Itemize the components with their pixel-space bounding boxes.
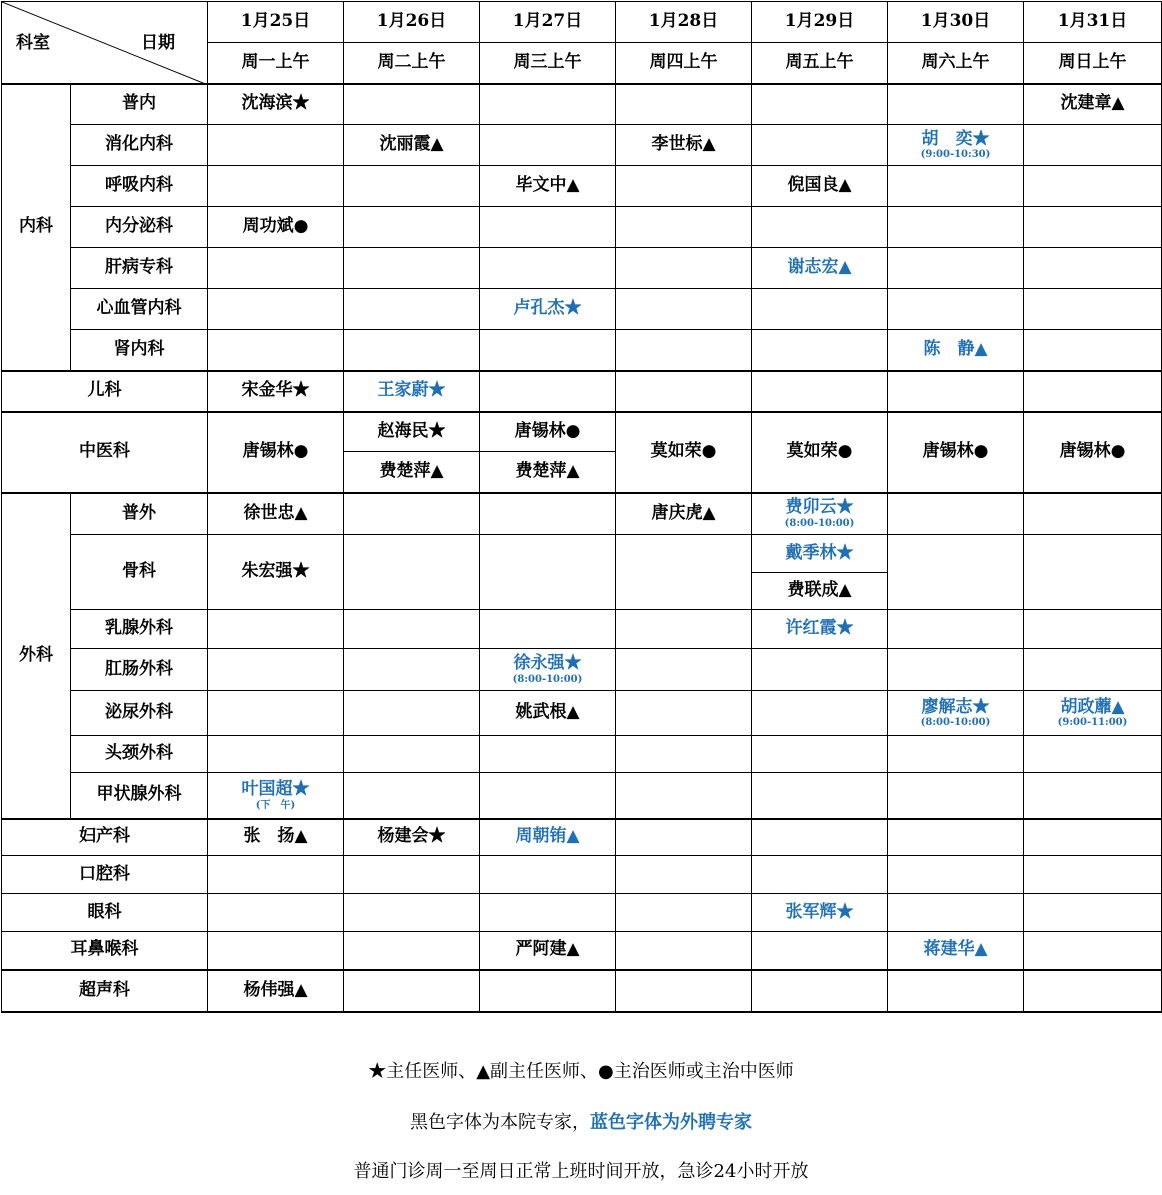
date-header: 1月28日 [616,2,752,43]
doctor-cell [1024,125,1162,166]
doctor-cell: 宋金华★ [208,371,344,412]
doctor-cell [480,248,616,289]
doctor-cell [752,856,888,894]
doctor-cell: 毕文中▲ [480,166,616,207]
doctor-cell [752,330,888,371]
dept-label: 甲状腺外科 [71,773,208,819]
doctor-cell [480,84,616,125]
doctor-cell [1024,691,1162,736]
table-row [2,691,1162,736]
doctor-cell [616,856,752,894]
table-row [2,819,1162,856]
doctor-cell [752,970,888,1012]
doctor-cell [344,535,480,610]
dept-label: 肝病专科 [71,248,208,289]
doctor-cell: 赵海民★ [344,412,480,452]
doctor-cell [888,610,1024,649]
dept-label: 泌尿外科 [71,691,208,736]
table-row [2,248,1162,289]
table-row [2,894,1162,932]
doctor-cell: 张 扬▲ [208,819,344,856]
header-corner [2,2,208,84]
doctor-cell [344,207,480,248]
legend-internal-note: 黑色字体为本院专家， [410,1112,590,1133]
doctor-cell: 卢孔杰★ [480,289,616,330]
legend-color-key [0,1108,1162,1134]
doctor-cell: 王家蔚★ [344,371,480,412]
date-header: 1月31日 [1024,2,1162,43]
doctor-cell [752,932,888,970]
doctor-cell [888,289,1024,330]
doctor-cell [616,819,752,856]
doctor-cell [752,371,888,412]
doctor-cell [616,330,752,371]
dept-label: 头颈外科 [71,736,208,773]
category-ent: 耳鼻喉科 [2,932,208,970]
doctor-cell [1024,610,1162,649]
doctor-cell [480,894,616,932]
doctor-cell [1024,856,1162,894]
session-header: 周五上午 [752,43,888,84]
doctor-cell: 沈丽霞▲ [344,125,480,166]
doctor-cell: 谢志宏▲ [752,248,888,289]
doctor-cell [208,894,344,932]
dept-label: 骨科 [71,535,208,610]
doctor-cell [344,248,480,289]
doctor-cell [888,207,1024,248]
doctor-cell [1024,289,1162,330]
dept-label: 肾内科 [71,330,208,371]
doctor-cell [480,330,616,371]
doctor-cell [480,970,616,1012]
table-row [2,736,1162,773]
corner-dept-label: 科室 [16,33,50,53]
doctor-cell [1024,166,1162,207]
doctor-cell: 沈建章▲ [1024,84,1162,125]
doctor-cell [208,856,344,894]
schedule-table [1,1,1162,1013]
doctor-cell [344,932,480,970]
doctor-cell: 张军辉★ [752,894,888,932]
category-surgery: 外科 [2,493,71,819]
doctor-cell [480,493,616,535]
doctor-cell [1024,736,1162,773]
doctor-cell [616,289,752,330]
table-row [2,970,1162,1012]
doctor-cell [888,166,1024,207]
doctor-cell [1024,535,1162,610]
doctor-cell [752,207,888,248]
doctor-cell [752,84,888,125]
doctor-cell [344,166,480,207]
doctor-cell: 沈海滨★ [208,84,344,125]
doctor-cell: 周朝铕▲ [480,819,616,856]
table-row [2,649,1162,691]
doctor-cell [752,819,888,856]
doctor-cell [480,773,616,819]
doctor-cell [480,535,616,610]
doctor-cell [752,649,888,691]
doctor-cell [344,894,480,932]
doctor-cell [752,736,888,773]
doctor-cell [480,125,616,166]
doctor-cell [616,649,752,691]
doctor-cell [1024,371,1162,412]
doctor-cell [1024,773,1162,819]
doctor-cell [208,248,344,289]
doctor-cell [616,207,752,248]
time-note: (9:00-10:30) [920,149,991,161]
doctor-cell [344,649,480,691]
doctor-cell [344,330,480,371]
time-note: (8:00-10:00) [784,518,855,530]
category-obgyn: 妇产科 [2,819,208,856]
doctor-cell: 费楚萍▲ [344,452,480,493]
doctor-cell [888,84,1024,125]
doctor-cell [888,856,1024,894]
doctor-cell [208,649,344,691]
doctor-cell: 杨伟强▲ [208,970,344,1012]
doctor-cell [480,736,616,773]
doctor-cell [616,894,752,932]
doctor-name: 徐永强★ [513,653,582,674]
doctor-cell [752,493,888,535]
doctor-name: 叶国超★ [241,778,310,799]
table-row [2,610,1162,649]
time-note: (8:00-10:00) [512,673,583,685]
doctor-cell [616,932,752,970]
date-header: 1月27日 [480,2,616,43]
doctor-cell [1024,970,1162,1012]
table-row [2,535,1162,573]
doctor-name: 廖解志★ [921,696,990,717]
doctor-cell [752,773,888,819]
category-ultrasound: 超声科 [2,970,208,1012]
table-row [2,856,1162,894]
doctor-cell: 倪国良▲ [752,166,888,207]
dept-label: 普外 [71,493,208,535]
session-header: 周三上午 [480,43,616,84]
legend-external-note: 蓝色字体为外聘专家 [590,1112,752,1133]
doctor-cell [888,691,1024,736]
legend-hours-note: 普通门诊周一至周日正常上班时间开放，急诊24小时开放 [353,1161,809,1182]
category-stomatology: 口腔科 [2,856,208,894]
doctor-cell [752,125,888,166]
doctor-cell [616,773,752,819]
doctor-cell: 莫如荣● [616,412,752,493]
dept-label: 消化内科 [71,125,208,166]
doctor-cell [480,856,616,894]
header-date-row [2,2,1162,43]
doctor-cell [480,610,616,649]
doctor-cell [208,773,344,819]
time-note: (下 午) [255,799,296,811]
date-header: 1月30日 [888,2,1024,43]
doctor-cell [344,493,480,535]
doctor-cell [888,819,1024,856]
doctor-cell [752,691,888,736]
doctor-cell [752,289,888,330]
doctor-cell: 朱宏强★ [208,535,344,610]
corner-date-label: 日期 [141,33,175,53]
doctor-cell [344,610,480,649]
doctor-cell [1024,649,1162,691]
category-tcm: 中医科 [2,412,208,493]
doctor-cell [888,535,1024,610]
dept-label: 内分泌科 [71,207,208,248]
doctor-cell: 严阿建▲ [480,932,616,970]
doctor-cell [1024,819,1162,856]
doctor-cell [888,773,1024,819]
date-header: 1月29日 [752,2,888,43]
doctor-cell [888,371,1024,412]
doctor-cell [344,856,480,894]
doctor-cell: 唐锡林● [208,412,344,493]
dept-label: 心血管内科 [71,289,208,330]
doctor-cell [616,691,752,736]
table-row [2,166,1162,207]
doctor-cell: 杨建会★ [344,819,480,856]
doctor-cell: 陈 静▲ [888,330,1024,371]
doctor-cell: 李世标▲ [616,125,752,166]
doctor-cell: 姚武根▲ [480,691,616,736]
doctor-cell [208,932,344,970]
doctor-cell: 费联成▲ [752,573,888,610]
doctor-cell [344,970,480,1012]
doctor-cell [888,493,1024,535]
doctor-cell: 徐世忠▲ [208,493,344,535]
doctor-cell [1024,932,1162,970]
doctor-cell [208,289,344,330]
doctor-cell [888,125,1024,166]
table-row [2,207,1162,248]
table-row [2,84,1162,125]
doctor-cell [616,736,752,773]
doctor-cell [344,691,480,736]
doctor-name: 胡 奕★ [921,128,990,149]
doctor-cell [208,736,344,773]
session-header: 周六上午 [888,43,1024,84]
table-row [2,493,1162,535]
doctor-cell [208,330,344,371]
doctor-cell [888,970,1024,1012]
doctor-name: 费卯云★ [785,497,854,518]
doctor-name: 胡政蘼▲ [1060,696,1125,717]
doctor-cell: 蒋建华▲ [888,932,1024,970]
doctor-cell [616,535,752,610]
doctor-cell [888,894,1024,932]
doctor-cell: 费楚萍▲ [480,452,616,493]
doctor-cell [1024,207,1162,248]
table-row [2,412,1162,452]
doctor-cell [888,649,1024,691]
session-header: 周二上午 [344,43,480,84]
category-pediatrics: 儿科 [2,371,208,412]
doctor-cell [616,248,752,289]
doctor-cell: 周功斌● [208,207,344,248]
legend-title-key: ★主任医师、▲副主任医师、●主治医师或主治中医师 [368,1061,794,1082]
doctor-cell [888,736,1024,773]
session-header: 周四上午 [616,43,752,84]
doctor-cell [208,166,344,207]
doctor-cell [616,84,752,125]
doctor-cell [616,371,752,412]
doctor-cell [616,970,752,1012]
dept-label: 普内 [71,84,208,125]
doctor-cell [1024,248,1162,289]
doctor-cell: 唐庆虎▲ [616,493,752,535]
doctor-cell [888,248,1024,289]
doctor-cell [344,84,480,125]
doctor-cell: 唐锡林● [1024,412,1162,493]
session-header: 周日上午 [1024,43,1162,84]
dept-label: 肛肠外科 [71,649,208,691]
doctor-cell: 唐锡林● [480,412,616,452]
doctor-cell [344,736,480,773]
doctor-cell [480,207,616,248]
doctor-cell: 戴季林★ [752,535,888,573]
date-header: 1月25日 [208,2,344,43]
doctor-cell [1024,493,1162,535]
doctor-cell [1024,894,1162,932]
date-header: 1月26日 [344,2,480,43]
dept-label: 乳腺外科 [71,610,208,649]
doctor-cell [480,371,616,412]
doctor-cell [1024,330,1162,371]
table-row [2,371,1162,412]
dept-label: 呼吸内科 [71,166,208,207]
table-row [2,932,1162,970]
doctor-cell [208,125,344,166]
doctor-cell [208,610,344,649]
doctor-cell [344,773,480,819]
table-row [2,773,1162,819]
doctor-cell [480,649,616,691]
doctor-cell [208,691,344,736]
doctor-cell: 莫如荣● [752,412,888,493]
doctor-cell: 许红霞★ [752,610,888,649]
doctor-cell [616,610,752,649]
table-row [2,125,1162,166]
table-row [2,289,1162,330]
category-internal-medicine: 内科 [2,84,71,371]
time-note: (9:00-11:00) [1057,717,1128,729]
doctor-cell [344,289,480,330]
table-row [2,330,1162,371]
category-ophthalmology: 眼科 [2,894,208,932]
doctor-cell: 唐锡林● [888,412,1024,493]
doctor-cell [616,166,752,207]
time-note: (8:00-10:00) [920,717,991,729]
session-header: 周一上午 [208,43,344,84]
